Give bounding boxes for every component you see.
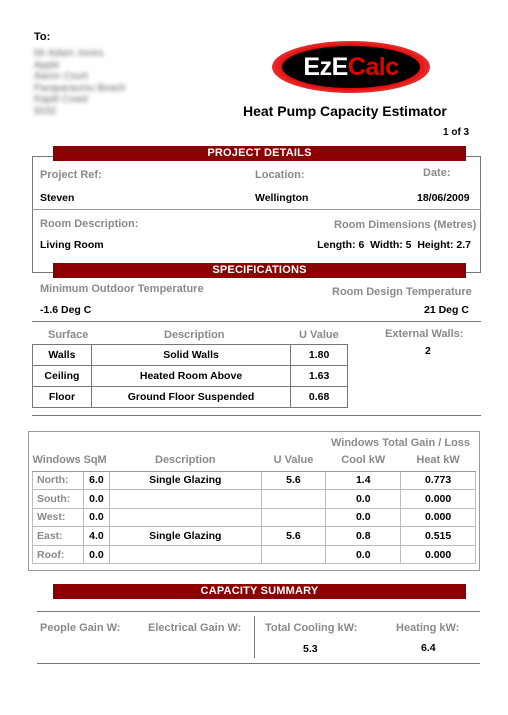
sqm-cell: 4.0	[83, 527, 109, 546]
table-row	[33, 490, 476, 509]
people-gain-label: People Gain W:	[40, 622, 121, 634]
sqm-cell: 6.0	[83, 471, 109, 490]
uvalue-cell	[261, 508, 326, 527]
windows-col-header: Windows	[33, 450, 84, 471]
divider	[32, 321, 481, 322]
window-name-cell: North:	[33, 471, 84, 490]
cool-cell: 0.0	[326, 490, 401, 509]
uvalue-cell	[261, 490, 326, 509]
min-outdoor-temp-value: -1.6 Deg C	[40, 304, 92, 316]
min-outdoor-temp-label: Minimum Outdoor Temperature	[40, 283, 204, 295]
surface-cell: Ceiling	[33, 366, 92, 387]
date-label: Date:	[423, 167, 451, 179]
description-cell: Single Glazing	[109, 471, 261, 490]
cool-cell: 1.4	[326, 471, 401, 490]
room-dimensions-label: Room Dimensions (Metres)	[334, 219, 477, 231]
cool-cell: 0.0	[326, 508, 401, 527]
table-row	[33, 345, 348, 366]
external-walls-value: 2	[425, 345, 431, 357]
logo-inner	[282, 46, 420, 88]
external-walls-label: External Walls:	[385, 328, 464, 340]
heat-cell: 0.000	[401, 545, 476, 564]
uvalue-cell: 5.6	[261, 471, 326, 490]
heating-label: Heating kW:	[396, 622, 460, 634]
room-design-temp-label: Room Design Temperature	[332, 286, 472, 298]
logo-text-eze: EzE	[303, 52, 348, 81]
sqm-cell: 0.0	[83, 490, 109, 509]
window-name-cell: West:	[33, 508, 84, 527]
project-ref-value: Steven	[40, 192, 75, 204]
description-col-header: Description	[164, 329, 225, 341]
address-line: Paraparaumu Beach	[34, 82, 126, 94]
total-cooling-value: 5.3	[303, 643, 318, 655]
heat-cell: 0.000	[401, 490, 476, 509]
description-cell	[109, 508, 261, 527]
heat-cell: 0.773	[401, 471, 476, 490]
surface-cell: Walls	[33, 345, 92, 366]
uvalue-cell: 1.80	[291, 345, 348, 366]
description-cell	[109, 545, 261, 564]
location-label: Location:	[255, 169, 305, 181]
uvalue-cell: 5.6	[261, 527, 326, 546]
description-col-header: Description	[109, 450, 261, 471]
address-line: Aaron Court	[34, 71, 88, 82]
heat-col-header: Heat kW	[401, 450, 476, 471]
divider	[32, 209, 481, 210]
location-value: Wellington	[255, 192, 309, 204]
divider	[37, 611, 480, 612]
page-number: 1 of 3	[443, 127, 470, 138]
sqm-col-header: SqM	[83, 450, 109, 471]
room-dimensions-value: Length: 6 Width: 5 Height: 2.7	[317, 239, 471, 251]
address-line: Mr Adam Jones	[34, 48, 104, 59]
divider	[254, 616, 255, 658]
heat-cell: 0.000	[401, 508, 476, 527]
sqm-cell: 0.0	[83, 545, 109, 564]
date-value: 18/06/2009	[417, 192, 470, 204]
total-cooling-label: Total Cooling kW:	[265, 622, 358, 634]
surface-col-header: Surface	[48, 329, 89, 341]
table-row	[33, 387, 348, 408]
address-line: Apple	[34, 59, 60, 71]
divider	[32, 415, 481, 416]
description-cell: Heated Room Above	[91, 366, 290, 387]
document-title: Heat Pump Capacity Estimator	[243, 103, 447, 119]
table-row	[33, 508, 476, 527]
heating-value: 6.4	[421, 642, 436, 654]
window-name-cell: East:	[33, 527, 84, 546]
uvalue-cell	[261, 545, 326, 564]
table-row	[33, 471, 476, 490]
project-details-header: PROJECT DETAILS	[53, 146, 466, 161]
heat-cell: 0.515	[401, 527, 476, 546]
divider	[37, 663, 480, 664]
room-design-temp-value: 21 Deg C	[424, 304, 469, 316]
window-name-cell: Roof:	[33, 545, 84, 564]
cool-cell: 0.8	[326, 527, 401, 546]
recipient-address	[34, 48, 126, 117]
address-line: Kapiti Coast	[34, 94, 88, 105]
address-line: 5032	[34, 105, 57, 117]
table-header-row	[33, 450, 476, 471]
uvalue-cell: 1.63	[291, 366, 348, 387]
electrical-gain-label: Electrical Gain W:	[148, 622, 242, 634]
room-description-label: Room Description:	[40, 218, 139, 230]
windows-table	[32, 450, 476, 564]
uvalue-col-header: U Value	[261, 450, 326, 471]
description-cell	[109, 490, 261, 509]
surfaces-table	[32, 344, 348, 408]
table-row	[33, 527, 476, 546]
description-cell: Solid Walls	[91, 345, 290, 366]
sqm-cell: 0.0	[83, 508, 109, 527]
uvalue-col-header: U Value	[299, 329, 339, 341]
room-description-value: Living Room	[40, 239, 104, 251]
description-cell: Ground Floor Suspended	[91, 387, 290, 408]
windows-total-label: Windows Total Gain / Loss	[331, 437, 471, 449]
surface-cell: Floor	[33, 387, 92, 408]
description-cell: Single Glazing	[109, 527, 261, 546]
table-row	[33, 366, 348, 387]
to-label: To:	[34, 31, 51, 43]
window-name-cell: South:	[33, 490, 84, 509]
specifications-header: SPECIFICATIONS	[53, 263, 466, 278]
uvalue-cell: 0.68	[291, 387, 348, 408]
capacity-summary-header: CAPACITY SUMMARY	[53, 584, 466, 599]
cool-cell: 0.0	[326, 545, 401, 564]
cool-col-header: Cool kW	[326, 450, 401, 471]
project-ref-label: Project Ref:	[40, 169, 102, 181]
logo-text-calc: Calc	[347, 52, 399, 81]
table-row	[33, 545, 476, 564]
